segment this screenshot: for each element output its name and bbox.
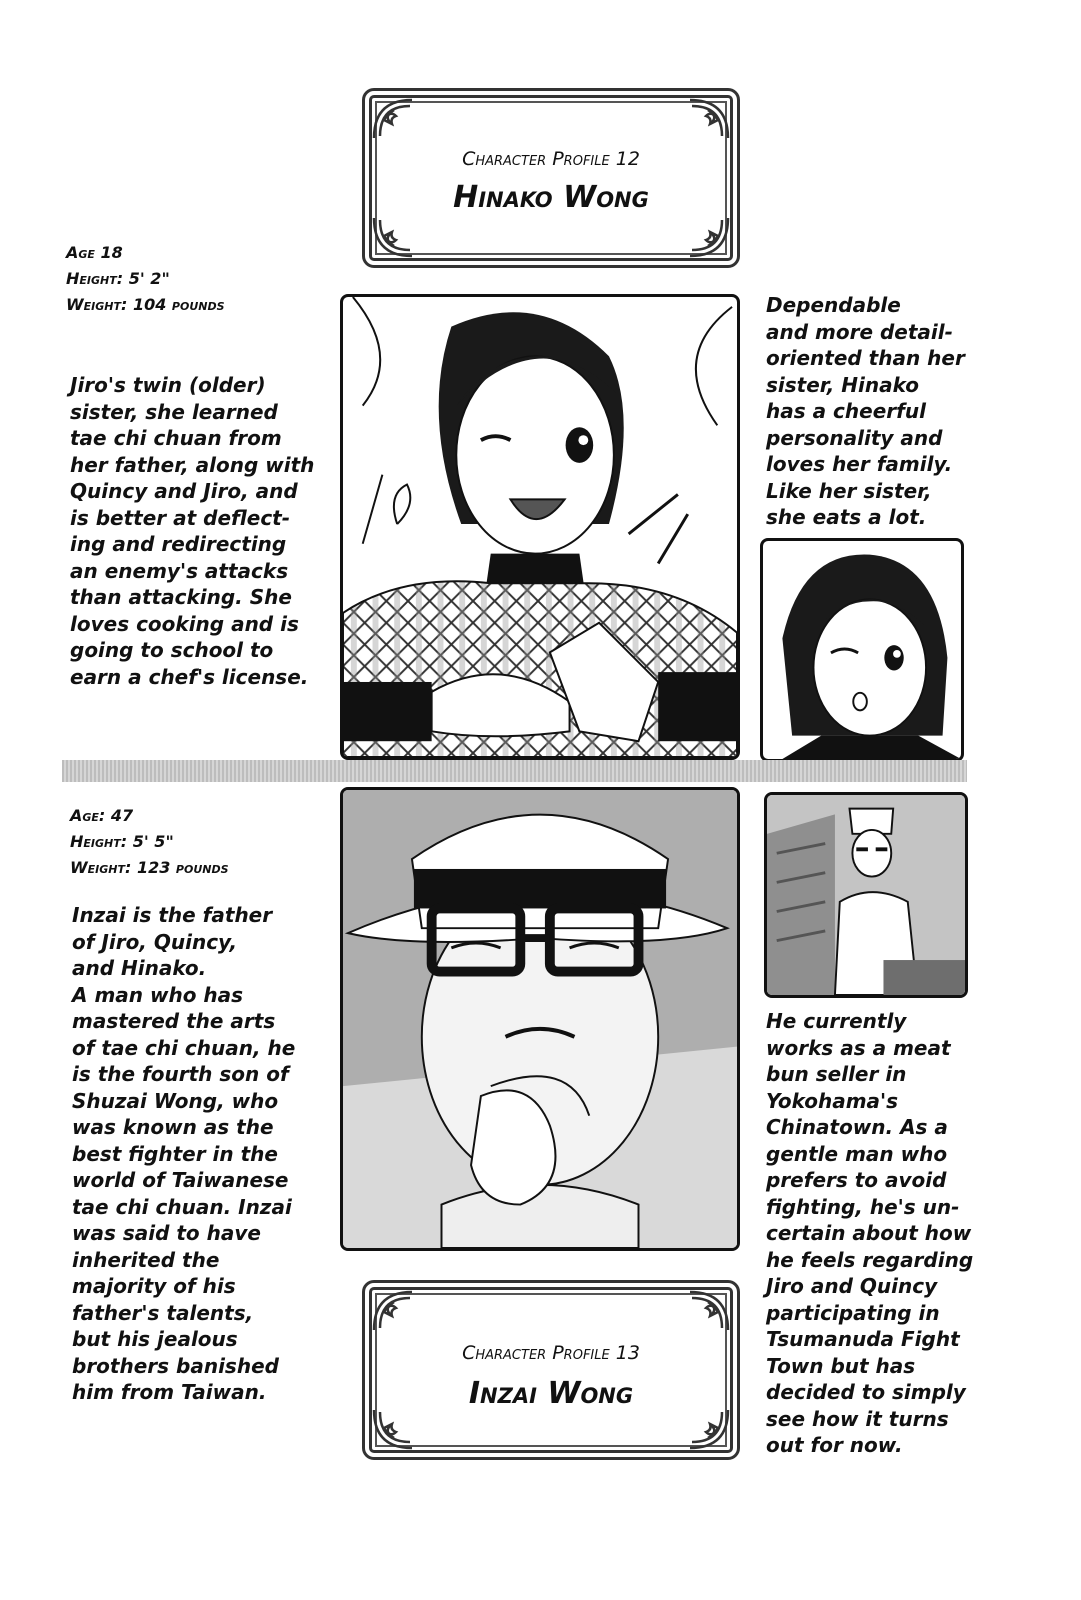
- ornamental-corner-icon: [370, 214, 416, 260]
- character-stats: Age 18 Height: 5' 2" Weight: 104 pounds: [66, 243, 225, 314]
- character-name: Hinako Wong: [453, 180, 649, 215]
- character-bio: He currently works as a meat bun seller in Yokohama's Chinatown. As a gentle man who prefers to avoid fighting, he's un- certain about how he feels regarding Jiro and Quincy participating in Tsumanuda Fight Town but has decided to simply see how it turns out for now.: [766, 1009, 974, 1457]
- profile-heading: Character Profile 13: [462, 1342, 640, 1364]
- character-bio: Dependable and more detail- oriented than her sister, Hinako has a cheerful personality and loves her family. Like her sister, she eats a lot.: [766, 293, 965, 529]
- ornamental-corner-icon: [370, 1288, 416, 1334]
- inzai-small-panel: [764, 792, 968, 998]
- ornamental-corner-icon: [370, 1406, 416, 1452]
- profile-13-title-frame: [362, 1280, 740, 1460]
- ornamental-corner-icon: [686, 1406, 732, 1452]
- character-stats: Age: 47 Height: 5' 5" Weight: 123 pounds: [70, 806, 229, 877]
- profile-12-title-frame: [362, 88, 740, 268]
- inzai-main-panel: [340, 787, 740, 1251]
- section-divider: [62, 760, 967, 782]
- ornamental-corner-icon: [686, 1288, 732, 1334]
- ornamental-corner-icon: [370, 96, 416, 142]
- character-bio: Jiro's twin (older) sister, she learned tae chi chuan from her father, along with Quincy and Jiro, and is better at deflect- ing and redirecting an enemy's attacks than attacking. She loves cooking and is going to school to earn a chef's license.: [70, 373, 315, 689]
- character-bio: Inzai is the father of Jiro, Quincy, and Hinako. A man who has mastered the arts of tae chi chuan, he is the fourth son of Shuzai Wong, who was known as the best fighter in the world of Taiwanese tae chi chuan. Inzai was said to have inherited the majority of his father's talents, but his jealous brothers banished him from Taiwan.: [72, 903, 296, 1404]
- hinako-main-panel: [340, 294, 740, 760]
- profile-heading: Character Profile 12: [462, 148, 640, 170]
- ornamental-corner-icon: [686, 214, 732, 260]
- ornamental-corner-icon: [686, 96, 732, 142]
- hinako-small-panel: [760, 538, 964, 762]
- character-name: Inzai Wong: [468, 1376, 634, 1411]
